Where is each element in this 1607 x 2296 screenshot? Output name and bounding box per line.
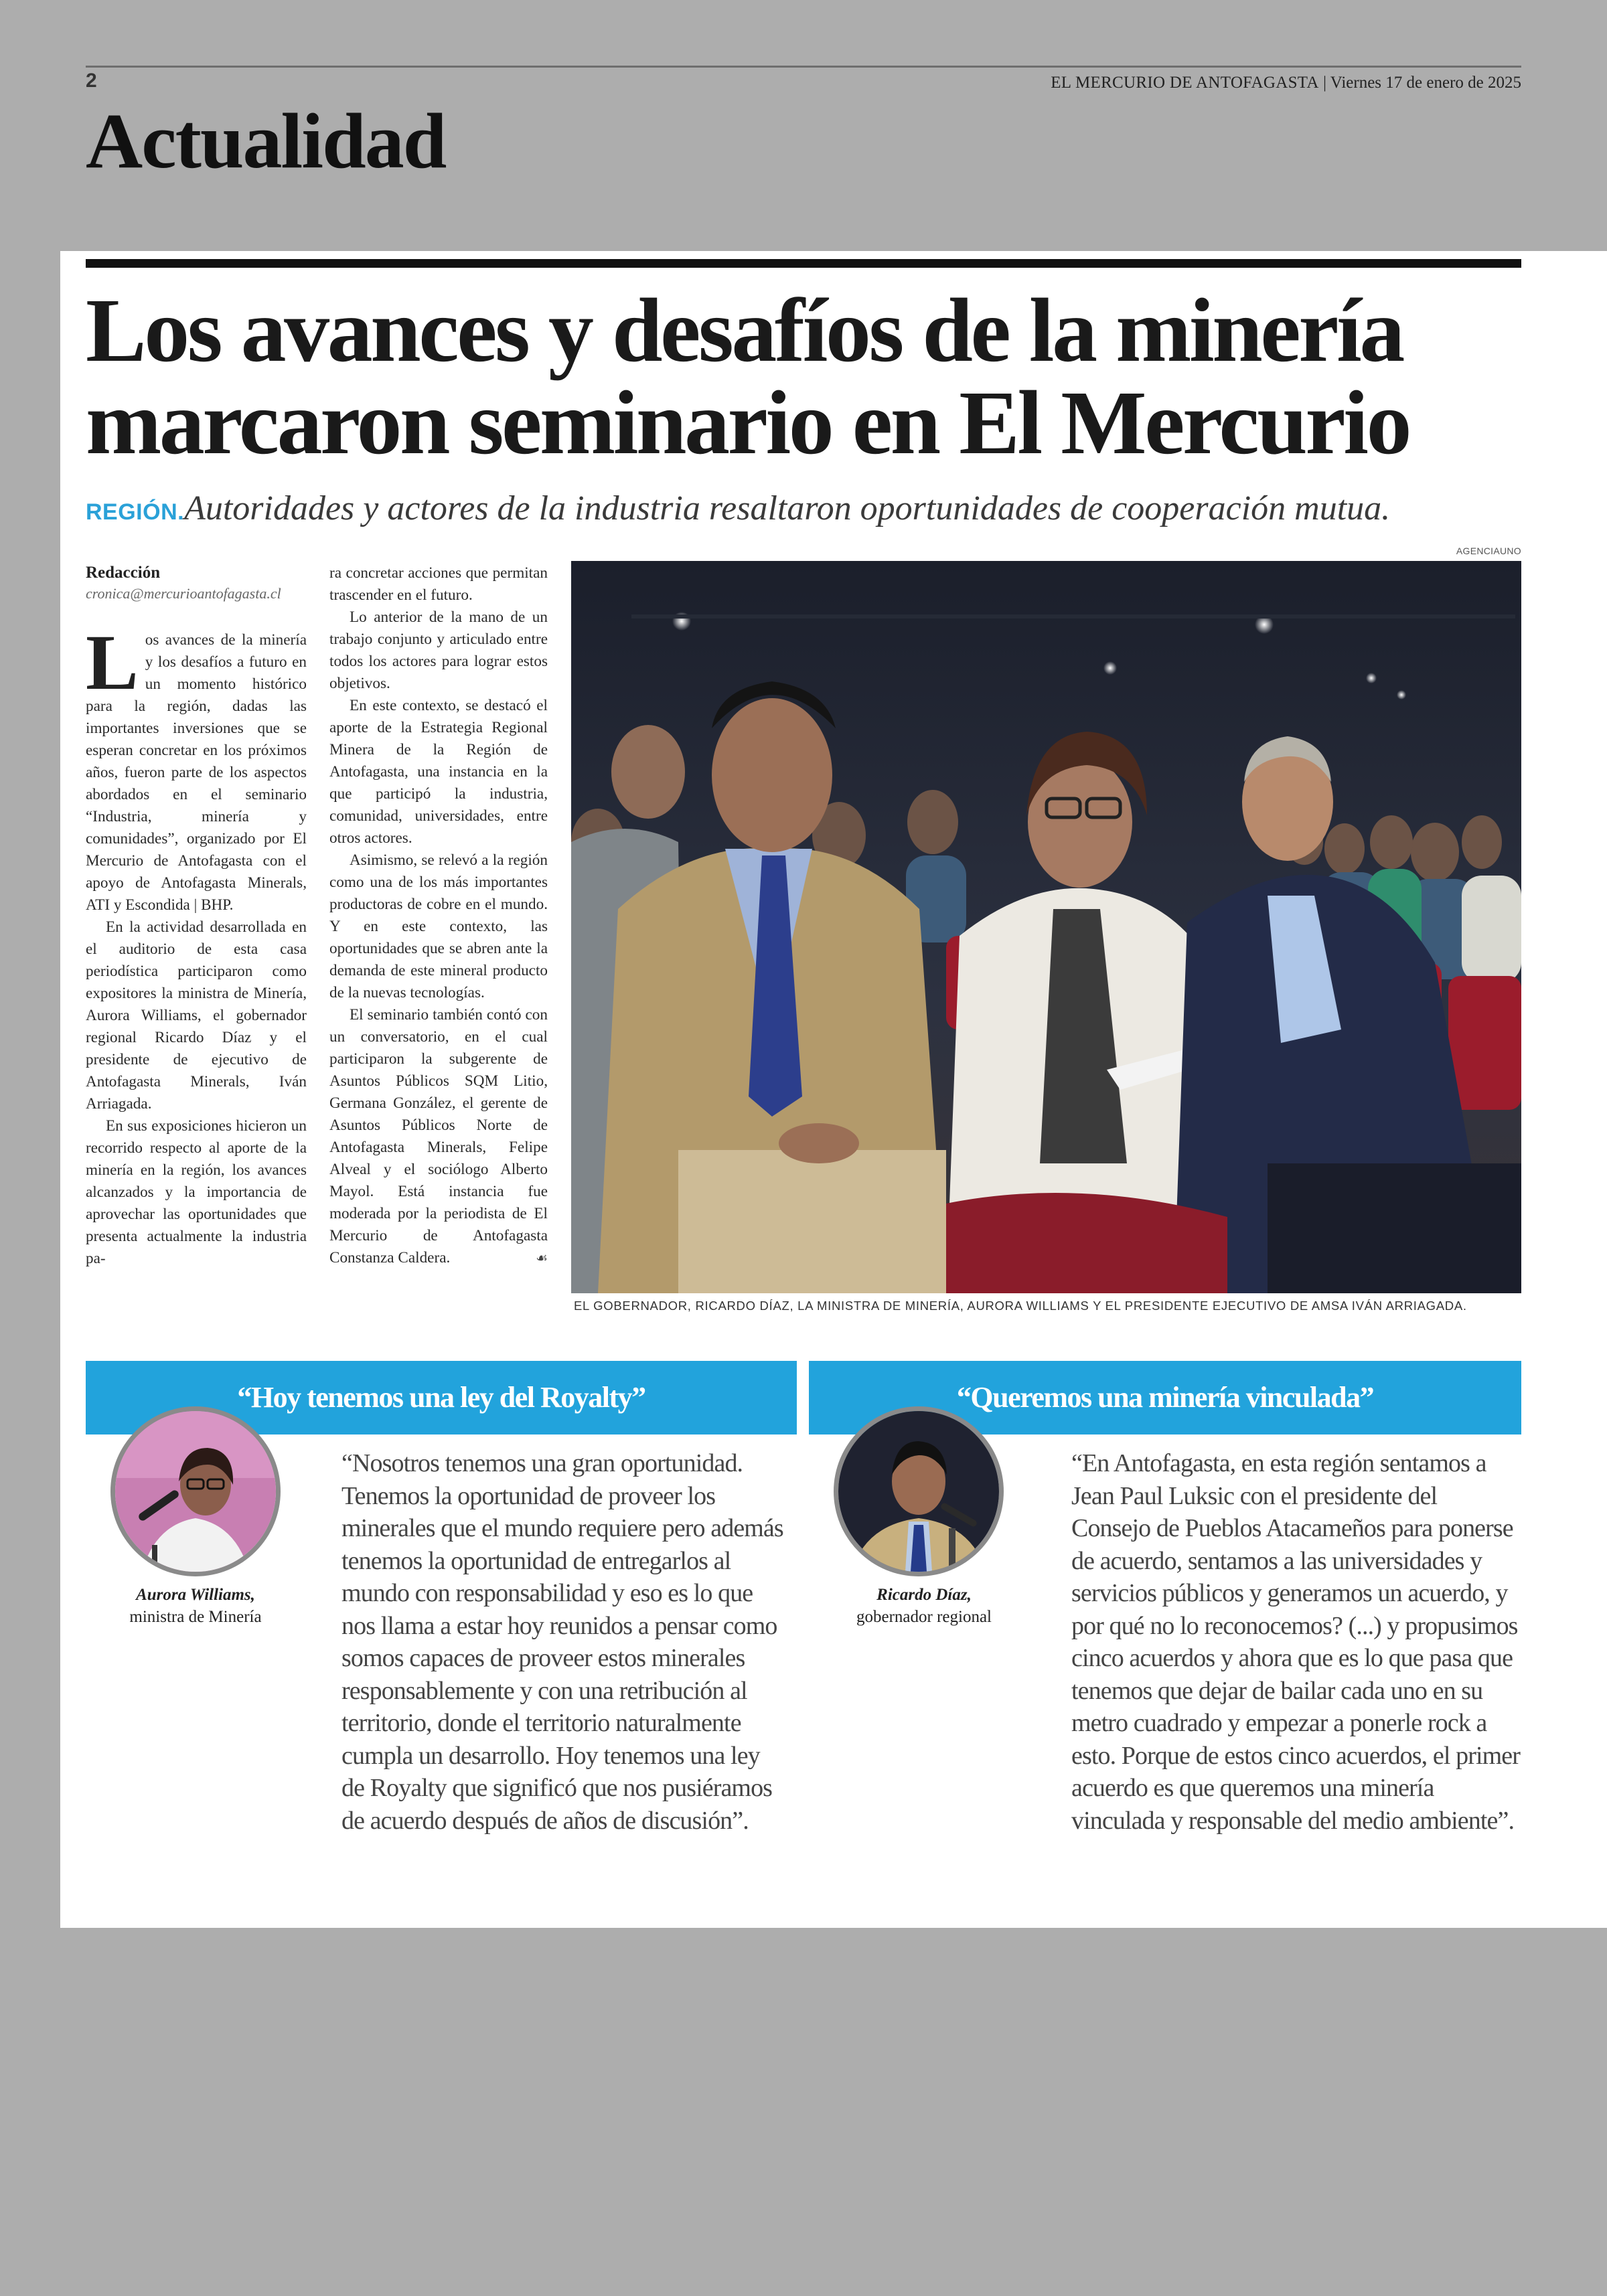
paragraph: En la actividad desarrollada en el auditorio de esta casa periodística participaron como expositores la ministra de Minería, Aurora Williams, el gobernador regional Ricardo Díaz y el presidente de ejecutivo de Antofagasta Minerals, Iván Arriagada. xyxy=(86,918,307,1113)
portrait-ricardo-diaz xyxy=(838,1411,999,1572)
paragraph: Los avances de la minería y los desafíos a futuro en un momento histórico para la región, dadas las importantes inversiones que se esperan concretar en los próximos años, fueron parte de los aspectos abordados en el seminario “Industria, minería y comunidades”, organizado por El Mercurio de Antofagasta con el apoyo de Antofagasta Minerals, ATI y Escondida | BHP. xyxy=(86,619,307,914)
newspaper-name: EL MERCURIO DE ANTOFAGASTA xyxy=(1051,74,1319,92)
photo-caption: EL GOBERNADOR, RICARDO DÍAZ, LA MINISTRA DE MINERÍA, AURORA WILLIAMS Y EL PRESIDENTE EJECUTIVO DE AMSA IVÁN ARRIAGADA. xyxy=(574,1299,1467,1313)
quote-text: “En Antofagasta, en esta región sentamos a Jean Paul Luksic con el presidente del Consejo de Pueblos Atacameños para ponerse de acuerdo, sentamos a las universidades y servicios públicos y generamos un acuerdo, y por qué no lo reconocemos? (...) y propusimos cinco acuerdos y ahora que es lo que pasa que tenemos que dejar de bailar cada uno en su metro cuadrado y empezar a ponerle rock a esto. Porque de estos cinco acuerdos, el primer acuerdo es que queremos una minería vinculada y responsable del medio ambiente”. xyxy=(1071,1449,1520,1835)
body-column-2 xyxy=(329,562,548,1269)
portrait-aurora-williams xyxy=(115,1411,276,1572)
drop-cap: L xyxy=(86,619,139,706)
top-rule xyxy=(86,259,1521,268)
paragraph: El seminario también contó con un conversatorio, en el cual participaron la subgerente de Asuntos Públicos SQM Litio, Germana González, el gerente de Asuntos Públicos Norte de Antofagasta Minerals, Felipe Alveal y el sociólogo Alberto Mayol. Está instancia fue moderada por la periodista de El Mercurio de Antofagasta Constanza Caldera. ☙ xyxy=(329,1004,548,1269)
quote-title-bar: “Queremos una minería vinculada” xyxy=(809,1361,1521,1434)
photo-credit: AGENCIAUNO xyxy=(1456,546,1521,556)
headline: Los avances y desafíos de la minería marcaron seminario en El Mercurio xyxy=(86,280,1410,473)
paragraph: Lo anterior de la mano de un trabajo conjunto y articulado entre todos los actores para lograr estos objetivos. xyxy=(329,608,548,692)
main-photo xyxy=(571,561,1521,1293)
issue-date: Viernes 17 de enero de 2025 xyxy=(1330,74,1521,92)
dek: Autoridades y actores de la industria resaltaron oportunidades de cooperación mutua. xyxy=(184,489,1391,527)
section-title: Actualidad xyxy=(86,97,446,185)
quote-text: “Nosotros tenemos una gran oportunidad. Tenemos la oportunidad de proveer los minerales que el mundo requiere pero además tenemos la oportunidad de entregarlos al mundo con responsabilidad y eso es lo que nos llama a estar hoy reunidos a pensar como somos capaces de proveer estos minerales responsablemente y con una retribución al territorio, donde el territorio naturalmente cumpla un desarrollo. Hoy tenemos una ley de Royalty que significó que nos pusiéramos de acuerdo después de años de discusión”. xyxy=(341,1449,783,1835)
speaker-credit xyxy=(95,1584,296,1628)
body-column-1 xyxy=(86,619,307,1270)
page-number: 2 xyxy=(86,70,97,92)
paragraph: En este contexto, se destacó el aporte de la Estrategia Regional Minera de la Región de Antofagasta, una instancia en la que participó la industria, comunidad, universidades, entre otros actores. xyxy=(329,697,548,847)
speaker-credit xyxy=(824,1584,1024,1628)
paragraph: Asimismo, se relevó a la región como una de los más importantes productoras de cobre en el mundo. Y en este contexto, las oportunidades que se abren ante la demanda de este mineral producto de la nuevas tecnologías. xyxy=(329,851,548,1001)
byline xyxy=(86,564,307,602)
header-rule xyxy=(86,66,1521,68)
speaker-role: gobernador regional xyxy=(856,1608,992,1626)
paragraph: En sus exposiciones hicieron un recorrido respecto al aporte de la minería en la región, los avances alcanzados y la importancia de aprovechar las oportunidades que presenta actualmente la industria pa- xyxy=(86,1117,307,1267)
quote-title-bar: “Hoy tenemos una ley del Royalty” xyxy=(86,1361,797,1434)
paragraph: ra concretar acciones que permitan trascender en el futuro. xyxy=(329,564,548,604)
region-tag: REGIÓN. xyxy=(86,499,185,525)
author: Redacción xyxy=(86,564,161,582)
subheadline xyxy=(86,487,1532,534)
speaker-role: ministra de Minería xyxy=(129,1608,262,1626)
speaker-name: Ricardo Díaz, xyxy=(876,1586,972,1604)
speaker-name: Aurora Williams, xyxy=(136,1586,255,1604)
masthead: EL MERCURIO DE ANTOFAGASTA | Viernes 17 de enero de 2025 xyxy=(1051,74,1521,92)
author-email[interactable]: cronica@mercurioantofagasta.cl xyxy=(86,585,281,602)
end-mark-icon: ☙ xyxy=(536,1250,548,1266)
